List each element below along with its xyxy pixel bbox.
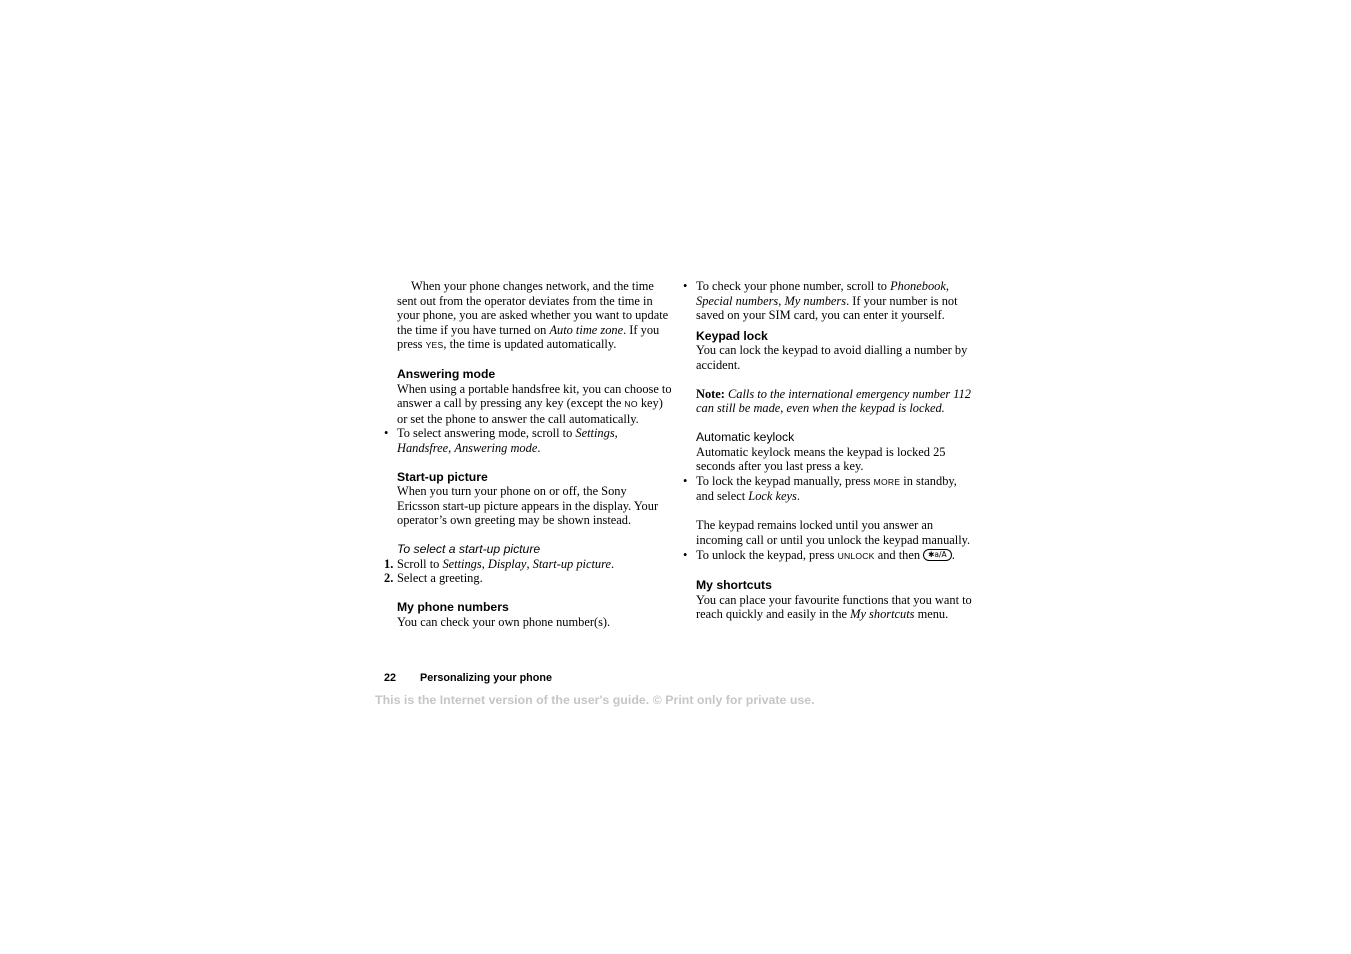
yes-key-label: YES — [425, 340, 444, 350]
my-shortcuts-heading: My shortcuts — [696, 578, 772, 592]
punctuation: . — [537, 440, 541, 455]
step-number: 1. — [384, 556, 394, 571]
intro-text: When your phone changes network, and the time sent out from the operator deviates from the time in your phone, you are asked whether you want to update the time if you have turned on — [397, 279, 669, 337]
answering-mode-heading: Answering mode — [397, 367, 496, 381]
intro-text: . If you press — [397, 322, 660, 351]
keypad-note — [696, 387, 972, 416]
shortcuts-text: menu. — [914, 607, 949, 621]
answering-text: key) or set the phone to answer the call automatically. — [397, 396, 663, 426]
left-column — [384, 279, 672, 629]
note-text: Calls to the international emergency number 112 can still be made, even when the keypad is locked. — [696, 386, 971, 415]
more-key-label: MORE — [873, 476, 901, 487]
menu-path-special-numbers: Special numbers — [696, 293, 779, 308]
menu-path-display: Display — [487, 556, 527, 571]
lock-keypad-bullet — [683, 473, 972, 504]
step-number: 2. — [384, 571, 394, 585]
shortcuts-text: You can place your favourite functions that you want to reach quickly and easily in the — [696, 592, 972, 621]
automatic-keylock-heading: Automatic keylock — [696, 430, 795, 444]
bullet-text: in standby, and select — [696, 473, 957, 503]
startup-picture-heading: Start-up picture — [397, 469, 488, 484]
menu-path-lock-keys: Lock keys — [748, 489, 797, 503]
menu-path-settings: Settings — [575, 426, 615, 440]
startup-step-2 — [384, 571, 672, 586]
bullet-mark: • — [384, 426, 389, 440]
step-text: Scroll to — [397, 556, 443, 571]
section-title: Personalizing your phone — [420, 672, 552, 684]
separator: , — [526, 556, 533, 571]
my-shortcuts-body — [696, 593, 972, 622]
bullet-mark: • — [683, 279, 688, 293]
intro-italic: Auto time zone — [549, 322, 624, 337]
bullet-mark: • — [683, 548, 688, 562]
separator: , — [778, 293, 785, 308]
menu-path-handsfree: Handsfree — [397, 440, 449, 455]
watermark-notice: This is the Internet version of the user's guide. © Print only for private use. — [375, 693, 815, 707]
check-number-bullet — [683, 279, 972, 323]
startup-picture-body: When you turn your phone on or off, the Sony Ericsson start-up picture appears in the display. Your operator’s own greeting may be shown instead. — [397, 484, 659, 527]
punctuation: . — [796, 489, 800, 503]
answering-mode-bullet — [384, 426, 672, 455]
intro-text: , the time is updated automatically. — [443, 337, 617, 351]
step-text: Select a greeting. — [397, 571, 483, 585]
keypad-lock-body: You can lock the keypad to avoid dialling a number by accident. — [696, 343, 968, 372]
answering-mode-body — [397, 382, 672, 427]
separator: , — [945, 279, 949, 293]
menu-path-phonebook: Phonebook — [890, 279, 946, 293]
right-column — [683, 279, 972, 622]
unlock-key-label: UNLOCK — [837, 551, 875, 561]
unlock-keypad-bullet — [683, 548, 972, 564]
punctuation: . — [611, 556, 615, 571]
bullet-text: . If your number is not saved on your SIM card, you can enter it yourself. — [696, 293, 958, 322]
intro-paragraph — [397, 279, 672, 353]
separator: , — [448, 440, 455, 455]
answering-text: When using a portable handsfree kit, you can choose to answer a call by pressing any key (except the — [397, 381, 672, 410]
bullet-text: To check your phone number, scroll to — [696, 279, 891, 293]
menu-path-settings: Settings — [442, 556, 482, 571]
keypad-lock-heading: Keypad lock — [696, 328, 768, 343]
star-key-icon: ✱a/A — [923, 549, 952, 561]
keypad-remains-locked: The keypad remains locked until you answer an incoming call or until you unlock the keypad manually. — [696, 518, 971, 547]
bullet-text: To lock the keypad manually, press — [696, 473, 874, 488]
bullet-text: To unlock the keypad, press — [696, 548, 838, 562]
separator: , — [481, 556, 488, 571]
menu-path-my-numbers: My numbers — [784, 293, 847, 308]
menu-path-startup-picture: Start-up picture — [532, 556, 611, 571]
menu-path-answering-mode: Answering mode — [454, 440, 538, 455]
automatic-keylock-body: Automatic keylock means the keypad is locked 25 seconds after you last press a key. — [696, 444, 946, 473]
punctuation: . — [951, 548, 955, 562]
note-label: Note: — [696, 386, 725, 401]
startup-picture-subheading: To select a start-up picture — [397, 542, 541, 556]
menu-path-my-shortcuts: My shortcuts — [850, 607, 915, 621]
my-phone-numbers-body: You can check your own phone number(s). — [397, 614, 611, 629]
no-key-label: NO — [624, 399, 638, 409]
bullet-mark: • — [683, 473, 688, 488]
page-footer — [384, 672, 552, 685]
separator: , — [614, 426, 618, 440]
bullet-text: To select answering mode, scroll to — [397, 426, 576, 440]
bullet-text: and then — [874, 548, 924, 562]
startup-step-1 — [384, 556, 672, 572]
my-phone-numbers-heading: My phone numbers — [397, 600, 509, 614]
page-number: 22 — [384, 672, 397, 684]
